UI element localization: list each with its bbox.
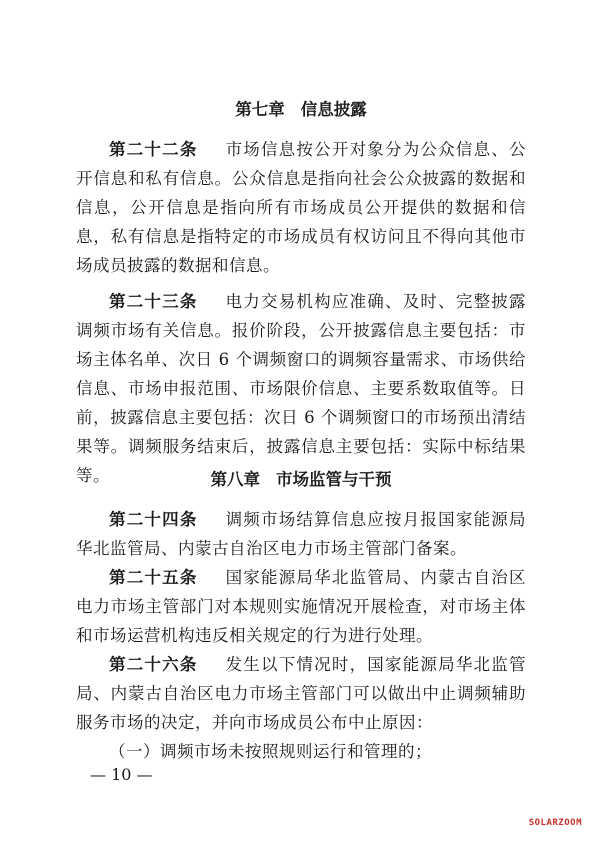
article-25 [76,563,526,650]
chapter-8-title: 市场监管与干预 [276,470,392,489]
article-24-text: 调频市场结算信息应按月报国家能源局华北监管局、内蒙古自治区电力市场主管部门备案。 [76,510,527,558]
article-23 [76,287,526,490]
article-25-label: 第二十五条 [109,568,198,587]
article-24 [76,505,526,563]
article-25-text: 国家能源局华北监管局、内蒙古自治区电力市场主管部门对本规则实施情况开展检查，对市场主体和市场运营机构违反相关规定的行为进行处理。 [76,568,527,645]
article-24-label: 第二十四条 [109,510,198,529]
chapter-7-heading [76,100,526,120]
article-26-text: 发生以下情况时，国家能源局华北监管局、内蒙古自治区电力市场主管部门可以做出中止调频辅助服务市场的决定，并向市场成员公布中止原因： [76,655,527,732]
article-23-label: 第二十三条 [109,292,198,311]
watermark-logo: SOLARZOOM [528,818,582,828]
article-22 [76,135,526,280]
article-26 [76,650,526,737]
page-number: — 10 — [90,765,153,784]
chapter-7-number: 第七章 [235,100,285,119]
chapter-8-heading [76,470,526,490]
article-22-text: 市场信息按公开对象分为公众信息、公开信息和私有信息。公众信息是指向社会公众披露的数据和信息，公开信息是指向所有市场成员公开提供的数据和信息，私有信息是指特定的市场成员有权访问且不得向其他市场成员披露的数据和信息。 [76,140,527,275]
article-26-label: 第二十六条 [109,655,198,674]
article-23-text: 电力交易机构应准确、及时、完整披露调频市场有关信息。报价阶段，公开披露信息主要包括：市场主体名单、次日 6 个调频窗口的调频容量需求、市场供给信息、市场申报范围、市场限价信息、主要系数取值等。日前，披露信息主要包括：次日 6 个调频窗口的市场预出清结果等。调频服务结束后，披露信息主要包括：实际中标结果等。 [76,292,527,485]
article-22-label: 第二十二条 [109,140,198,159]
chapter-7-title: 信息披露 [300,100,367,119]
list-item-1: （一）调频市场未按照规则运行和管理的； [109,742,432,761]
chapter-8-number: 第八章 [210,470,260,489]
